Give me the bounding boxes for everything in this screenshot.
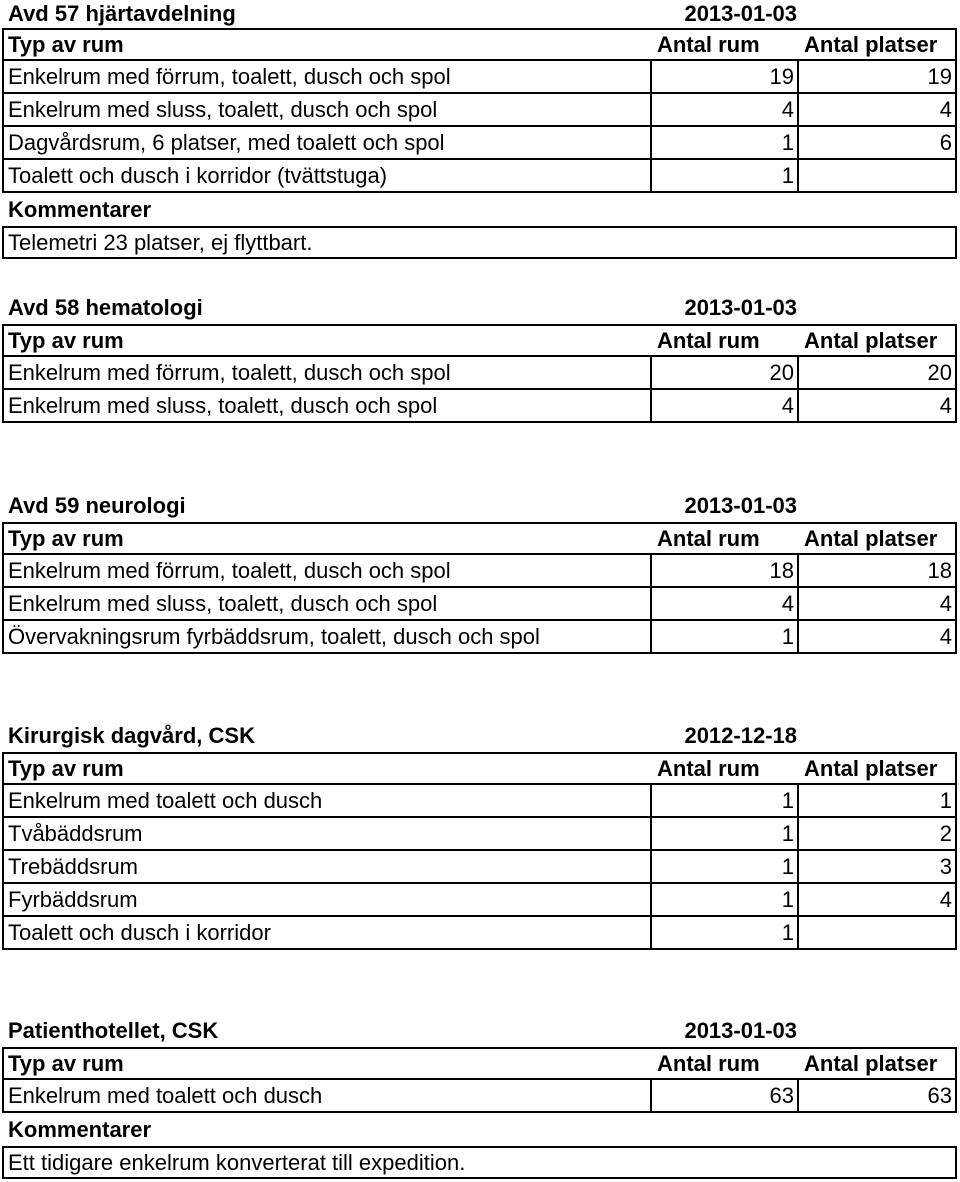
room-type-cell: Enkelrum med förrum, toalett, dusch och spol: [4, 61, 652, 92]
room-count-cell: 1: [652, 160, 799, 191]
column-header-room-count: Antal rum: [657, 756, 760, 781]
room-type-cell: Toalett och dusch i korridor (tvättstuga): [4, 160, 652, 191]
room-count-cell: 1: [652, 917, 799, 948]
room-type-cell: Fyrbäddsrum: [4, 884, 652, 915]
column-header-room-type: Typ av rum: [8, 526, 124, 551]
table-header: [2, 324, 957, 357]
section-date: 2013-01-03: [684, 295, 797, 320]
table-row: [2, 555, 957, 588]
bed-count-cell: 63: [927, 1083, 952, 1108]
bed-count-cell: 4: [939, 624, 952, 649]
column-header-bed-count: Antal platser: [804, 32, 938, 57]
comment-box: Telemetri 23 platser, ej flyttbart.: [2, 226, 957, 259]
bed-count-cell: [799, 160, 955, 191]
column-header-room-count: Antal rum: [657, 1051, 760, 1076]
table-row: [2, 588, 957, 621]
section-title-row: [0, 1014, 960, 1047]
column-header-room-type: Typ av rum: [8, 1051, 124, 1076]
column-header-room-type: Typ av rum: [8, 328, 124, 353]
table-header: [2, 752, 957, 785]
section-title-row: [0, 0, 960, 28]
room-count-cell: 4: [652, 390, 799, 421]
room-type-cell: Enkelrum med sluss, toalett, dusch och spol: [4, 588, 652, 619]
room-count-cell: 19: [652, 61, 799, 92]
section-avd-58: [0, 291, 960, 423]
room-count-cell: 1: [652, 818, 799, 849]
room-type-cell: Enkelrum med sluss, toalett, dusch och spol: [4, 94, 652, 125]
bed-count-cell: 6: [939, 130, 952, 155]
table-header: [2, 1047, 957, 1080]
room-count-cell: 1: [652, 884, 799, 915]
room-type-cell: Övervakningsrum fyrbäddsrum, toalett, dusch och spol: [4, 621, 652, 652]
room-type-cell: Dagvårdsrum, 6 platser, med toalett och spol: [4, 127, 652, 158]
section-patienthotellet: [0, 1014, 960, 1179]
room-type-cell: Enkelrum med toalett och dusch: [4, 1080, 652, 1111]
column-header-room-count: Antal rum: [657, 328, 760, 353]
section-avd-57: [0, 0, 960, 259]
table-header: [2, 28, 957, 61]
room-type-cell: Enkelrum med toalett och dusch: [4, 785, 652, 816]
section-title: Kirurgisk dagvård, CSK: [8, 723, 255, 748]
room-type-cell: Toalett och dusch i korridor: [4, 917, 652, 948]
section-title: Avd 58 hematologi: [8, 295, 203, 320]
bed-count-cell: 1: [939, 788, 952, 813]
bed-count-cell: 19: [927, 64, 952, 89]
room-count-cell: 63: [652, 1080, 799, 1111]
table-row: [2, 160, 957, 193]
table-row: [2, 357, 957, 390]
section-date: 2013-01-03: [684, 1, 797, 26]
column-header-room-type: Typ av rum: [8, 32, 124, 57]
table-row: [2, 127, 957, 160]
room-type-cell: Trebäddsrum: [4, 851, 652, 882]
table-row: [2, 621, 957, 654]
table-header: [2, 522, 957, 555]
section-kirurgisk-dagvard: [0, 719, 960, 950]
section-date: 2013-01-03: [684, 493, 797, 518]
section-title: Patienthotellet, CSK: [8, 1018, 219, 1043]
bed-count-cell: 4: [939, 393, 952, 418]
table-row: [2, 61, 957, 94]
room-count-cell: 1: [652, 785, 799, 816]
table-row: [2, 94, 957, 127]
room-count-cell: 1: [652, 851, 799, 882]
column-header-bed-count: Antal platser: [804, 526, 938, 551]
bed-count-cell: [799, 917, 955, 948]
section-title-row: [0, 719, 960, 752]
bed-count-cell: 4: [939, 887, 952, 912]
section-title: Avd 57 hjärtavdelning: [8, 1, 236, 26]
section-date: 2012-12-18: [684, 723, 797, 748]
bed-count-cell: 2: [939, 821, 952, 846]
section-title-row: [0, 489, 960, 522]
section-avd-59: [0, 489, 960, 654]
table-row: [2, 785, 957, 818]
room-count-cell: 18: [652, 555, 799, 586]
bed-count-cell: 18: [927, 558, 952, 583]
column-header-bed-count: Antal platser: [804, 328, 938, 353]
section-title: Avd 59 neurologi: [8, 493, 186, 518]
table-row: [2, 917, 957, 950]
room-count-cell: 4: [652, 588, 799, 619]
bed-count-cell: 3: [939, 854, 952, 879]
room-count-cell: 20: [652, 357, 799, 388]
section-date: 2013-01-03: [684, 1018, 797, 1043]
column-header-bed-count: Antal platser: [804, 1051, 938, 1076]
room-count-cell: 4: [652, 94, 799, 125]
bed-count-cell: 4: [939, 591, 952, 616]
column-header-bed-count: Antal platser: [804, 756, 938, 781]
table-row: [2, 818, 957, 851]
table-row: [2, 884, 957, 917]
comment-box: Ett tidigare enkelrum konverterat till expedition.: [2, 1146, 957, 1179]
room-type-cell: Tvåbäddsrum: [4, 818, 652, 849]
room-type-cell: Enkelrum med förrum, toalett, dusch och spol: [4, 357, 652, 388]
bed-count-cell: 4: [939, 97, 952, 122]
column-header-room-type: Typ av rum: [8, 756, 124, 781]
bed-count-cell: 20: [927, 360, 952, 385]
column-header-room-count: Antal rum: [657, 32, 760, 57]
comments-label: Kommentarer: [8, 197, 152, 222]
section-title-row: [0, 291, 960, 324]
room-type-cell: Enkelrum med förrum, toalett, dusch och spol: [4, 555, 652, 586]
table-row: [2, 1080, 957, 1113]
table-row: [2, 851, 957, 884]
comments-label: Kommentarer: [8, 1117, 152, 1142]
table-row: [2, 390, 957, 423]
column-header-room-count: Antal rum: [657, 526, 760, 551]
room-type-cell: Enkelrum med sluss, toalett, dusch och spol: [4, 390, 652, 421]
room-count-cell: 1: [652, 621, 799, 652]
room-count-cell: 1: [652, 127, 799, 158]
